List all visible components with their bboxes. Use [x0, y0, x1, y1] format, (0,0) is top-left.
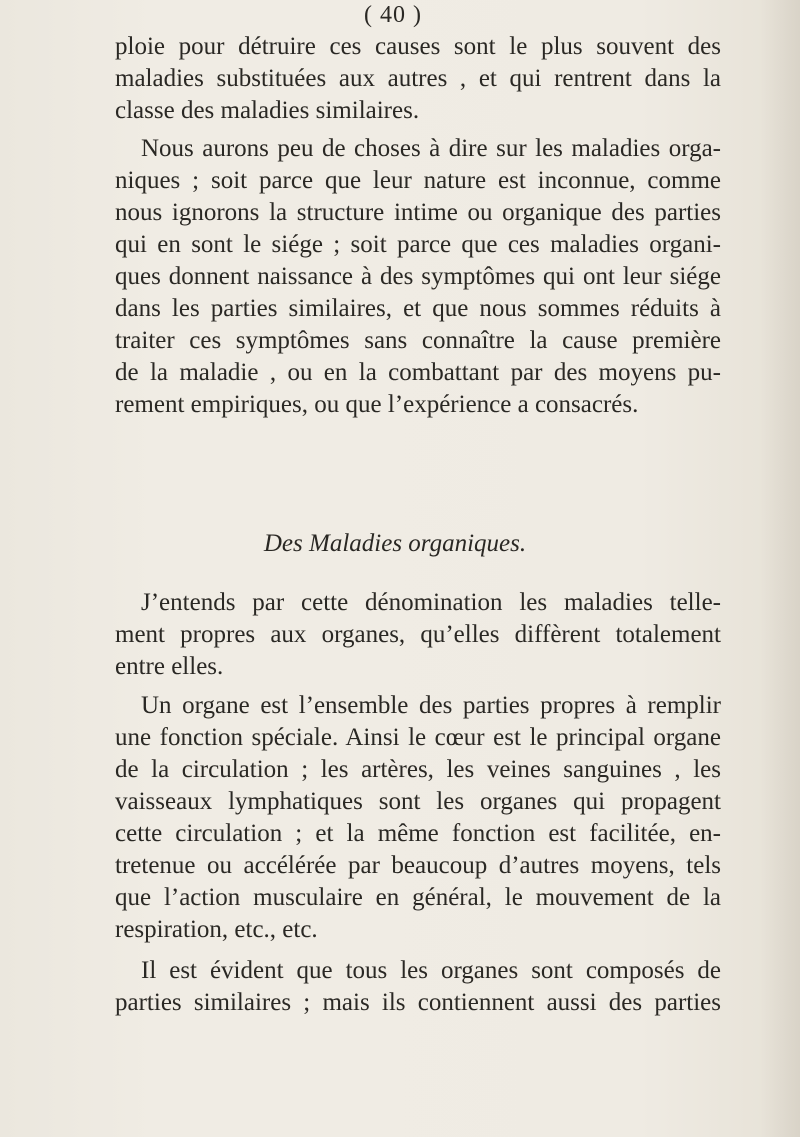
text-line: maladies substituées aux autres , et qui rentrent dans la [115, 65, 721, 92]
text-line: nous ignorons la structure intime ou organique des parties [115, 199, 721, 226]
page-edge-shadow [760, 0, 800, 1137]
paragraph-1 [115, 31, 721, 127]
text-line: ques donnent naissance à des symptômes qui ont leur siége [115, 263, 721, 290]
text-line: une fonction spéciale. Ainsi le cœur est le principal organe [115, 724, 721, 751]
text-line: qui en sont le siége ; soit parce que ces maladies organi- [115, 231, 721, 258]
text-line: classe des maladies similaires. [115, 97, 420, 124]
section-heading: Des Maladies organiques. [263, 530, 527, 557]
text-line: J’entends par cette dénomination les maladies telle- [141, 589, 721, 616]
text-line: cette circulation ; et la même fonction est facilitée, en- [115, 820, 721, 847]
text-line: Nous aurons peu de choses à dire sur les maladies orga- [141, 135, 721, 162]
text-line: tretenue ou accélérée par beaucoup d’autres moyens, tels [115, 852, 721, 879]
text-line: de la maladie , ou en la combattant par des moyens pu- [115, 359, 721, 386]
paragraph-2 [115, 133, 721, 421]
text-line: de la circulation ; les artères, les veines sanguines , les [115, 756, 721, 783]
paragraph-5 [115, 955, 721, 1019]
text-line: niques ; soit parce que leur nature est inconnue, comme [115, 167, 721, 194]
paragraph-4 [115, 690, 721, 946]
paragraph-3 [115, 587, 721, 683]
text-line: traiter ces symptômes sans connaître la cause première [115, 327, 721, 354]
text-line: respiration, etc., etc. [115, 916, 318, 943]
text-line: entre elles. [115, 653, 224, 680]
text-line: parties similaires ; mais ils contiennent aussi des parties [115, 989, 721, 1016]
text-line: que l’action musculaire en général, le mouvement de la [115, 884, 721, 911]
text-line: ploie pour détruire ces causes sont le plus souvent des [115, 33, 721, 60]
text-line: vaisseaux lymphatiques sont les organes qui propagent [115, 788, 721, 815]
page-number: ( 40 ) [364, 2, 422, 28]
text-line: rement empiriques, ou que l’expérience a consacrés. [115, 391, 639, 418]
text-line: dans les parties similaires, et que nous sommes réduits à [115, 295, 721, 322]
text-line: Il est évident que tous les organes sont composés de [141, 957, 721, 984]
text-line: Un organe est l’ensemble des parties propres à remplir [141, 692, 721, 719]
text-line: ment propres aux organes, qu’elles diffèrent totalement [115, 621, 721, 648]
